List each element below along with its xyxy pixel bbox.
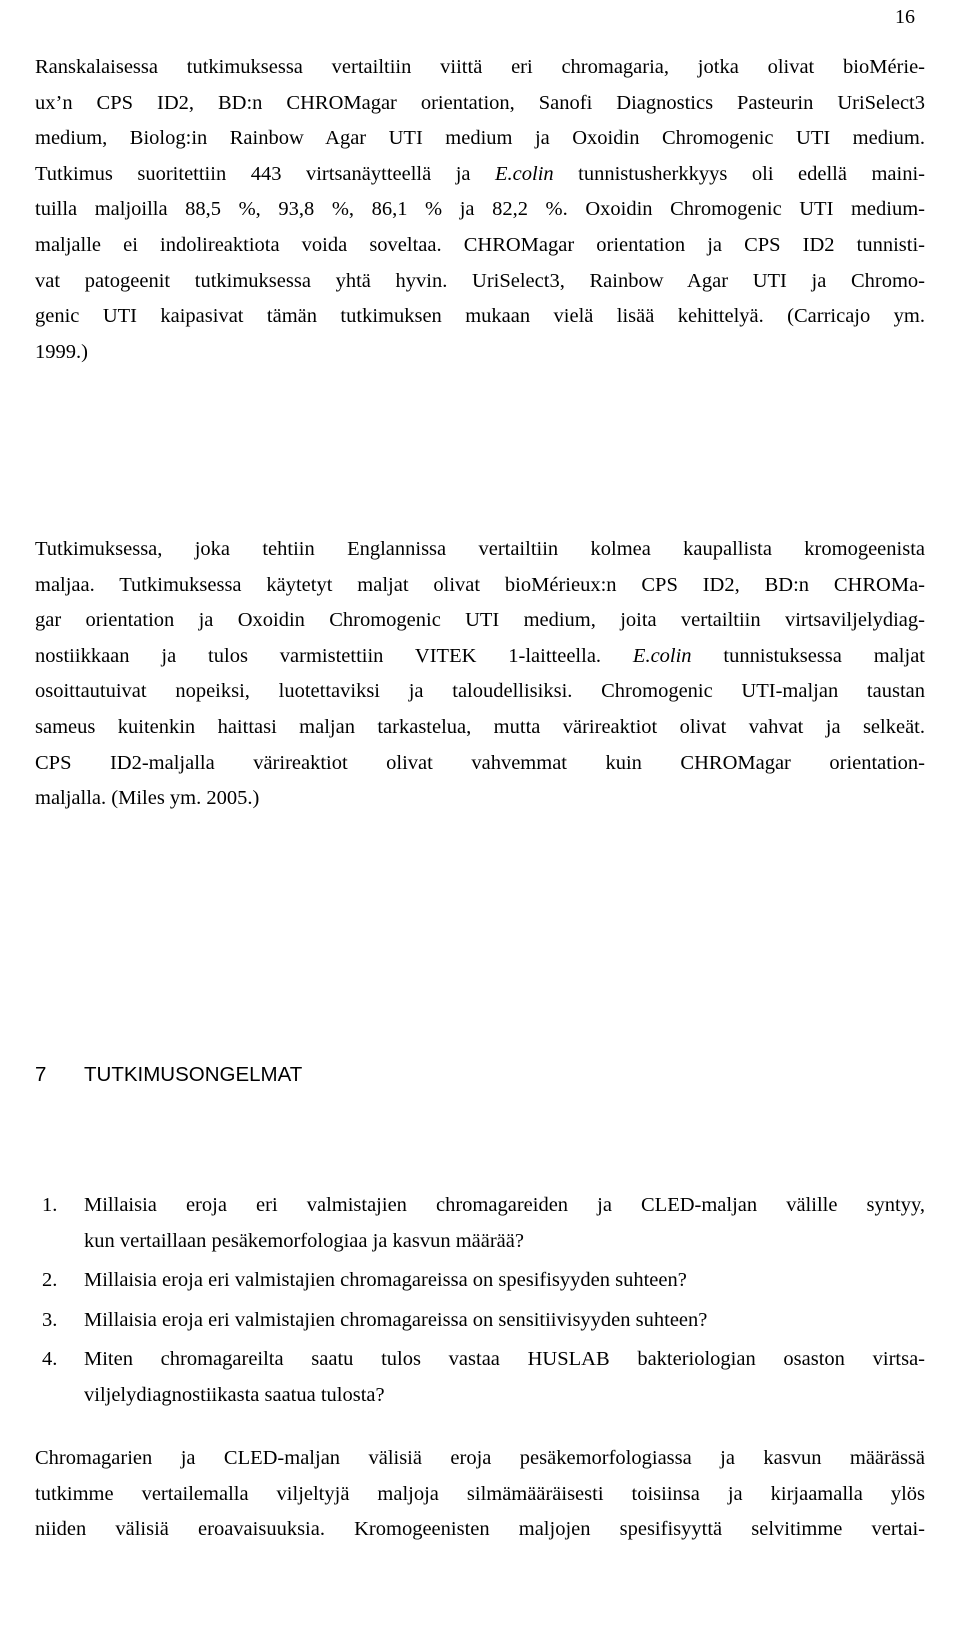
text-segment: niiden välisiä eroavaisuuksia. Kromogeenisten maljojen spesifisyyttä selvitimme vertai- [35, 1518, 925, 1541]
question-number: 4. [42, 1348, 58, 1371]
question-line: Millaisia eroja eri valmistajien chromagareissa on spesifisyyden suhteen? [84, 1269, 687, 1292]
text-line [35, 1477, 925, 1513]
text-segment: Tutkimus suoritettiin 443 virtsanäytteellä ja [35, 162, 496, 185]
text-segment: gar orientation ja Oxoidin Chromogenic UTI medium, joita vertailtiin virtsaviljelydiag- [35, 609, 925, 632]
text-line [35, 603, 925, 639]
section-title: TUTKIMUSONGELMAT [84, 1063, 303, 1086]
text-line [35, 157, 925, 193]
text-segment: osoittautuivat nopeiksi, luotettaviksi ja taloudellisiksi. Chromogenic UTI-maljan taustan [35, 680, 925, 703]
section-heading [35, 1063, 302, 1087]
question-number: 1. [42, 1194, 58, 1216]
section-number: 7 [35, 1063, 47, 1086]
text-line [35, 299, 925, 335]
text-line [35, 1441, 925, 1477]
text-segment: medium, Biolog:in Rainbow Agar UTI medium ja Oxoidin Chromogenic UTI medium. [35, 127, 925, 150]
text-segment: 1999.) [35, 340, 88, 363]
text-segment: CPS ID2-maljalla värireaktiot olivat vahvemmat kuin CHROMagar orientation- [35, 751, 925, 774]
text-line [35, 746, 925, 782]
text-line [35, 264, 925, 300]
text-line [35, 121, 925, 157]
question-item [35, 1342, 925, 1413]
question-line: Millaisia eroja eri valmistajien chromagareiden ja CLED-maljan välille syntyy, [84, 1194, 925, 1216]
question-text [84, 1188, 925, 1259]
question-item [35, 1188, 925, 1259]
text-segment: vat patogeenit tutkimuksessa yhtä hyvin. UriSelect3, Rainbow Agar UTI ja Chromo- [35, 269, 925, 292]
question-line: Miten chromagareilta saatu tulos vastaa HUSLAB bakteriologian osaston virtsa- [84, 1348, 925, 1371]
question-number: 2. [42, 1269, 58, 1292]
text-segment: genic UTI kaipasivat tämän tutkimuksen mukaan vielä lisää kehittelyä. (Carricajo ym. [35, 305, 925, 328]
text-segment: tuilla maljoilla 88,5 %, 93,8 %, 86,1 % ja 82,2 %. Oxoidin Chromogenic UTI medium- [35, 198, 925, 221]
question-line: kun vertaillaan pesäkemorfologiaa ja kasvun määrää? [84, 1229, 524, 1252]
text-segment: ux’n CPS ID2, BD:n CHROMagar orientation, Sanofi Diagnostics Pasteurin UriSelect3 [35, 91, 925, 114]
text-line [35, 335, 925, 371]
text-line [35, 86, 925, 122]
text-segment: tunnistuksessa maljat [691, 644, 925, 667]
text-line [35, 192, 925, 228]
text-line [35, 228, 925, 264]
text-line [35, 674, 925, 710]
text-segment: maljalla. (Miles ym. 2005.) [35, 787, 260, 810]
question-item [35, 1263, 925, 1299]
text-line [35, 568, 925, 604]
question-line: Millaisia eroja eri valmistajien chromagareissa on sensitiivisyyden suhteen? [84, 1308, 708, 1331]
question-text [84, 1303, 925, 1339]
text-segment: Tutkimuksessa, joka tehtiin Englannissa vertailtiin kolmea kaupallista kromogeenista [35, 538, 925, 560]
text-line [35, 532, 925, 568]
question-number: 3. [42, 1308, 58, 1331]
paragraph-french-study [35, 50, 925, 370]
research-questions-list [35, 1188, 925, 1418]
text-segment: tunnistusherkkyys oli edellä maini- [553, 162, 925, 185]
text-segment: tutkimme vertailemalla viljeltyjä maljoja silmämääräisesti toisiinsa ja kirjaamalla ylös [35, 1482, 925, 1505]
text-segment: sameus kuitenkin haittasi maljan tarkastelua, mutta värireaktiot olivat vahvat ja selkeät. [35, 715, 925, 738]
text-line [35, 710, 925, 746]
page-number: 16 [895, 6, 915, 28]
italic-term: E.colin [632, 644, 692, 667]
text-line [35, 781, 925, 817]
text-segment: maljalle ei indolireaktiota voida soveltaa. CHROMagar orientation ja CPS ID2 tunnisti- [35, 233, 925, 256]
question-line: viljelydiagnostiikasta saatua tulosta? [84, 1383, 385, 1406]
italic-term: E.colin [495, 162, 554, 185]
text-segment: maljaa. Tutkimuksessa käytetyt maljat olivat bioMérieux:n CPS ID2, BD:n CHROMa- [35, 573, 925, 596]
text-segment: Chromagarien ja CLED-maljan välisiä eroja pesäkemorfologiassa ja kasvun määrässä [35, 1447, 925, 1469]
text-line [35, 1512, 925, 1548]
question-text [84, 1263, 925, 1299]
paragraph-english-study [35, 532, 925, 817]
text-line [35, 50, 925, 86]
text-line [35, 639, 925, 675]
question-text [84, 1342, 925, 1413]
text-segment: Ranskalaisessa tutkimuksessa vertailtiin viittä eri chromagaria, jotka olivat bioMérie- [35, 56, 925, 78]
paragraph-methods [35, 1441, 925, 1548]
text-segment: nostiikkaan ja tulos varmistettiin VITEK 1-laitteella. [35, 644, 633, 667]
question-item [35, 1303, 925, 1339]
